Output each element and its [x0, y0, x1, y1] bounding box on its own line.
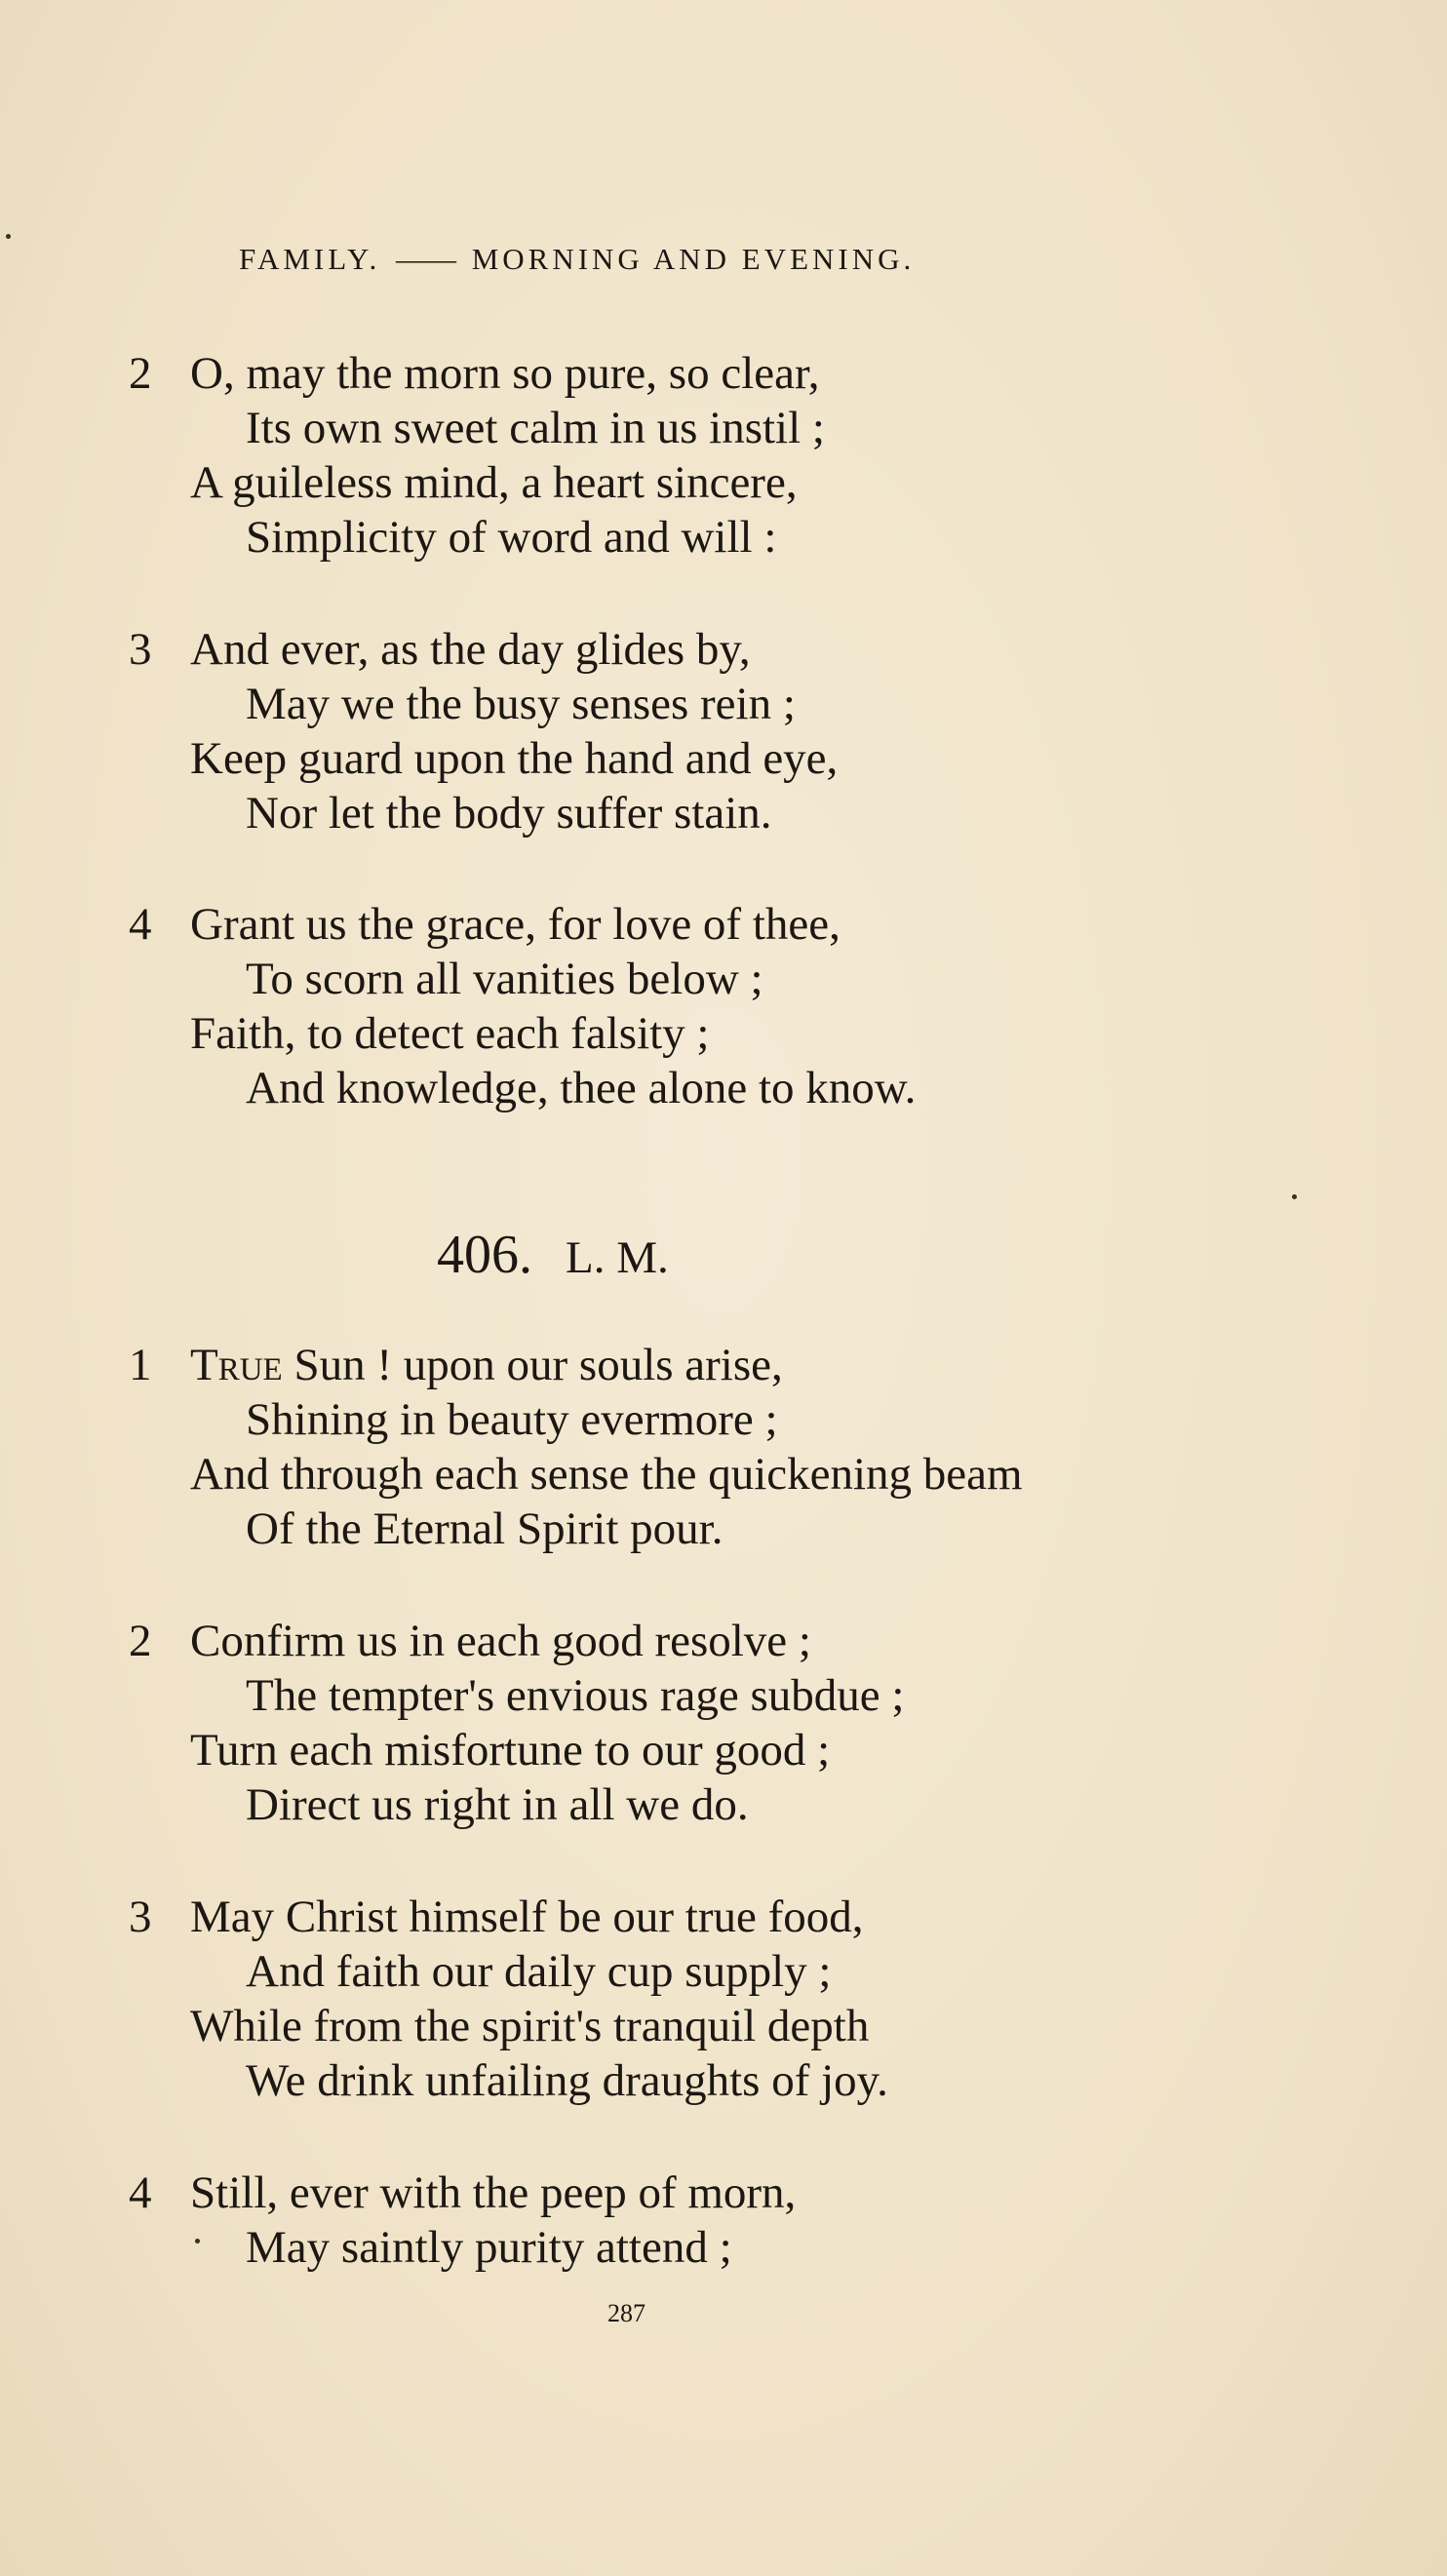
header-subsection: MORNING AND EVENING.: [471, 242, 916, 276]
verse-line: Faith, to detect each falsity ;: [190, 1008, 710, 1059]
running-header: [239, 242, 915, 277]
verse-line: May saintly purity attend ;: [246, 2222, 732, 2273]
print-speck: [1292, 1194, 1297, 1199]
verse-line: Confirm us in each good resolve ;: [190, 1616, 811, 1666]
stanza-number: 4: [129, 2167, 152, 2218]
verse-line: Simplicity of word and will :: [246, 512, 777, 563]
first-word: True: [190, 1340, 283, 1390]
verse-line: The tempter's envious rage subdue ;: [246, 1670, 905, 1721]
verse-line: Direct us right in all we do.: [246, 1779, 749, 1830]
verse-line: We drink unfailing draughts of joy.: [246, 2055, 888, 2106]
verse-line-rest: Sun ! upon our souls arise,: [282, 1340, 783, 1390]
verse-line: And knowledge, thee alone to know.: [246, 1063, 917, 1113]
print-speck: [6, 234, 11, 239]
stanza-number: 1: [129, 1340, 152, 1390]
header-section: FAMILY.: [239, 242, 381, 276]
verse-line: May Christ himself be our true food,: [190, 1892, 864, 1942]
hymn-meter: L. M.: [566, 1232, 669, 1283]
verse-line: Keep guard upon the hand and eye,: [190, 733, 839, 784]
page-number: 287: [607, 2299, 645, 2327]
verse-line: Still, ever with the peep of morn,: [190, 2167, 797, 2218]
verse-line: May we the busy senses rein ;: [246, 679, 796, 729]
print-speck: [195, 2239, 200, 2244]
verse-line: Turn each misfortune to our good ;: [190, 1725, 831, 1776]
verse-line: A guileless mind, a heart sincere,: [190, 457, 798, 508]
verse-line: Its own sweet calm in us instil ;: [246, 403, 825, 453]
verse-line: And through each sense the quickening beam: [190, 1449, 1023, 1500]
stanza-number: 2: [129, 1616, 152, 1666]
verse-line: Shining in beauty evermore ;: [246, 1394, 778, 1445]
verse-line: O, may the morn so pure, so clear,: [190, 348, 820, 399]
verse-line: [190, 1340, 783, 1390]
verse-line: To scorn all vanities below ;: [246, 954, 763, 1004]
hymn-heading: [437, 1224, 669, 1286]
stanza-number: 3: [129, 624, 152, 675]
stanza-number: 4: [129, 899, 152, 950]
verse-line: Nor let the body suffer stain.: [246, 788, 772, 839]
verse-line: Of the Eternal Spirit pour.: [246, 1503, 724, 1554]
header-dash: ——: [395, 242, 456, 276]
verse-line: While from the spirit's tranquil depth: [190, 2001, 870, 2051]
verse-line: Grant us the grace, for love of thee,: [190, 899, 841, 950]
stanza-number: 2: [129, 348, 152, 399]
stanza-number: 3: [129, 1892, 152, 1942]
verse-line: And faith our daily cup supply ;: [246, 1946, 832, 1997]
hymn-number: 406.: [437, 1225, 532, 1285]
verse-line: And ever, as the day glides by,: [190, 624, 751, 675]
